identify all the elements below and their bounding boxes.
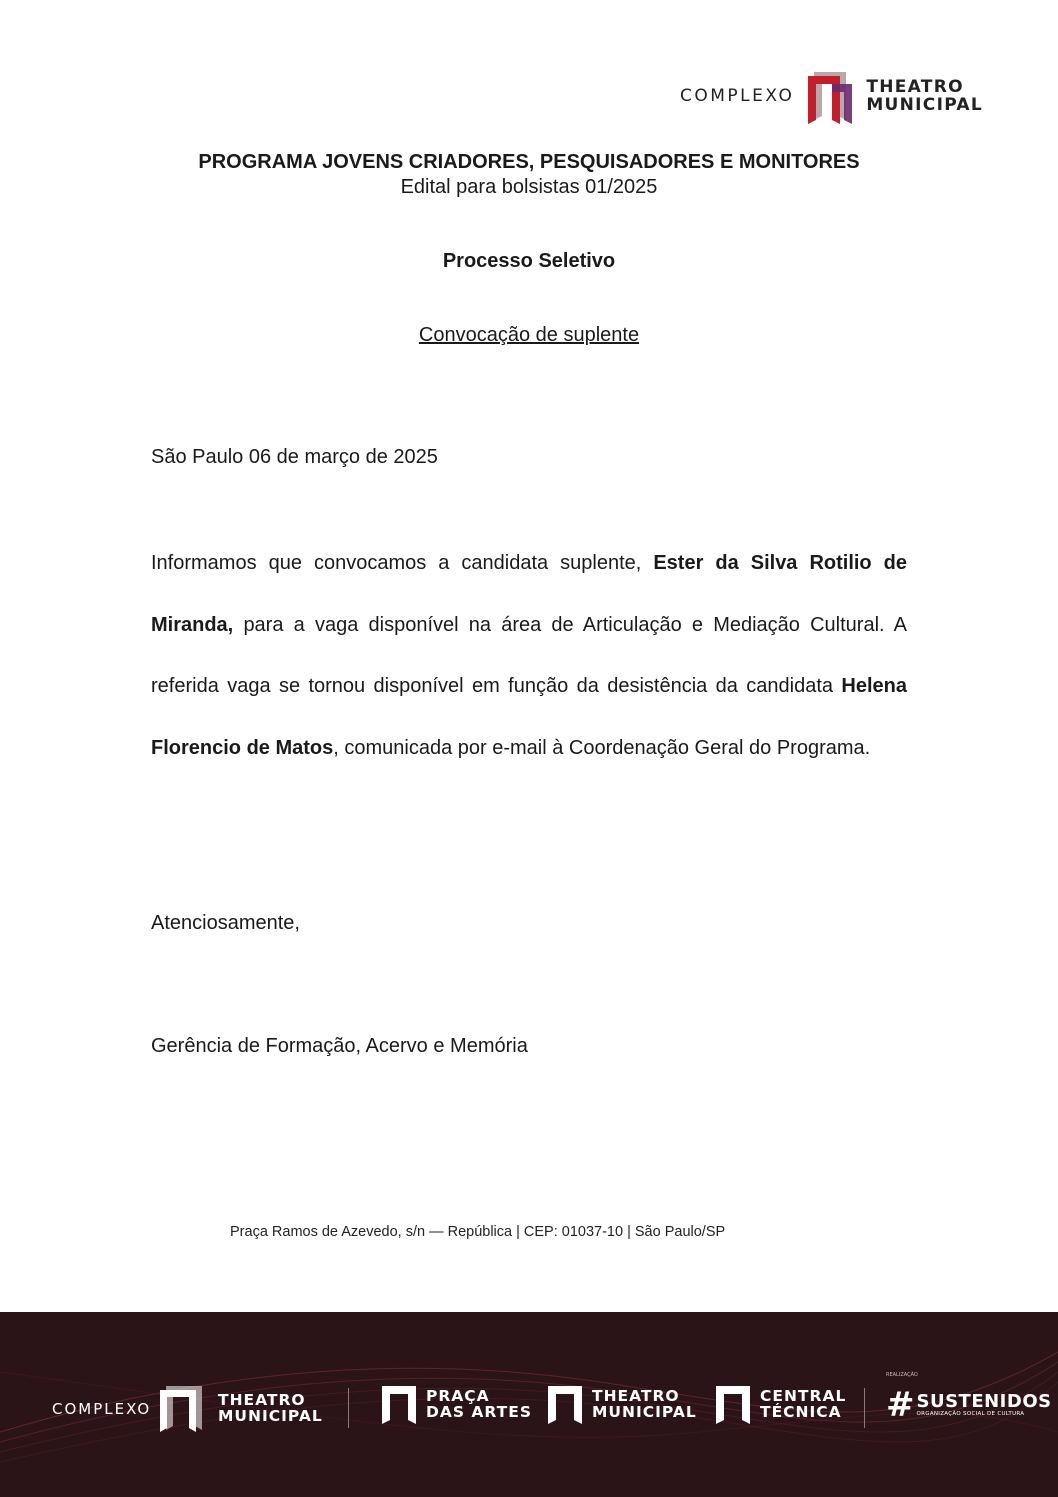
document-title: PROGRAMA JOVENS CRIADORES, PESQUISADORES E MONITORES xyxy=(198,151,860,173)
footer-band xyxy=(0,1312,1058,1497)
theatro-municipal-logo-icon xyxy=(804,68,856,124)
logo-line1: THEATRO xyxy=(866,77,964,97)
footer-complexo-text: COMPLEXO xyxy=(52,1400,152,1418)
footer-logo-line1: THEATRO xyxy=(592,1387,680,1405)
footer-logo-label xyxy=(426,1388,532,1420)
footer-logo-line2: MUNICIPAL xyxy=(218,1407,323,1425)
section-title: Processo Seletivo xyxy=(442,250,616,272)
document-subtitle: Edital para bolsistas 01/2025 xyxy=(400,176,658,198)
central-tecnica-icon xyxy=(714,1384,752,1424)
hash-icon: # xyxy=(886,1385,915,1425)
body-text-1: Informamos que convocamos a candidata suplente, xyxy=(151,552,654,574)
withdrawn-candidate-name: Helena Florencio de Matos xyxy=(151,675,907,759)
body-text-3: , comunicada por e-mail à Coordenação Geral do Programa. xyxy=(333,736,871,759)
sustenidos-name: SUSTENIDOS xyxy=(916,1390,1052,1412)
footer-logo-line2: DAS ARTES xyxy=(426,1403,532,1421)
footer-divider xyxy=(864,1388,865,1428)
footer-logo-line1: PRAÇA xyxy=(426,1387,490,1405)
address: Praça Ramos de Azevedo, s/n — República | CEP: 01037-10 | São Paulo/SP xyxy=(230,1224,726,1240)
footer-logo-line2: MUNICIPAL xyxy=(592,1403,697,1421)
praca-das-artes-icon xyxy=(380,1384,418,1424)
realizacao-label: REALIZAÇÃO xyxy=(886,1372,918,1378)
candidate-name: Ester da Silva Rotilio de Miranda, xyxy=(151,552,908,636)
footer-logo-line1: THEATRO xyxy=(218,1391,306,1409)
footer-logo-label xyxy=(592,1388,697,1420)
logo-complexo-text: COMPLEXO xyxy=(680,86,795,106)
closing: Atenciosamente, xyxy=(151,912,300,934)
footer-logo-praca-das-artes xyxy=(380,1384,532,1424)
document-date: São Paulo 06 de março de 2025 xyxy=(151,446,438,468)
footer-logo-theatro-municipal-2 xyxy=(546,1384,697,1424)
footer-logo-theatro-municipal xyxy=(158,1384,323,1432)
footer-logo-label xyxy=(760,1388,846,1420)
body-text-2: para a vaga disponível na área de Articulação e Mediação Cultural. A referida vaga se tornou disponível em função da desistência da candidata xyxy=(151,613,907,697)
footer-logo-label xyxy=(218,1392,323,1424)
logo-line2: MUNICIPAL xyxy=(866,95,983,115)
header-logo xyxy=(680,66,983,126)
footer-divider xyxy=(348,1388,349,1428)
sustenidos-tagline: ORGANIZAÇÃO SOCIAL DE CULTURA xyxy=(916,1410,1025,1417)
sustenidos-logo xyxy=(886,1385,1052,1425)
theatro-municipal-footer-icon xyxy=(158,1384,210,1432)
footer-logo-central-tecnica xyxy=(714,1384,846,1424)
footer-logo-line1: CENTRAL xyxy=(760,1387,847,1405)
logo-theatro-municipal-text xyxy=(866,78,983,114)
body-paragraph xyxy=(151,533,907,779)
signature: Gerência de Formação, Acervo e Memória xyxy=(151,1035,528,1057)
footer-logo-line2: TÉCNICA xyxy=(760,1403,842,1421)
theatro-municipal-small-icon xyxy=(546,1384,584,1424)
document-heading: Convocação de suplente xyxy=(418,324,640,346)
